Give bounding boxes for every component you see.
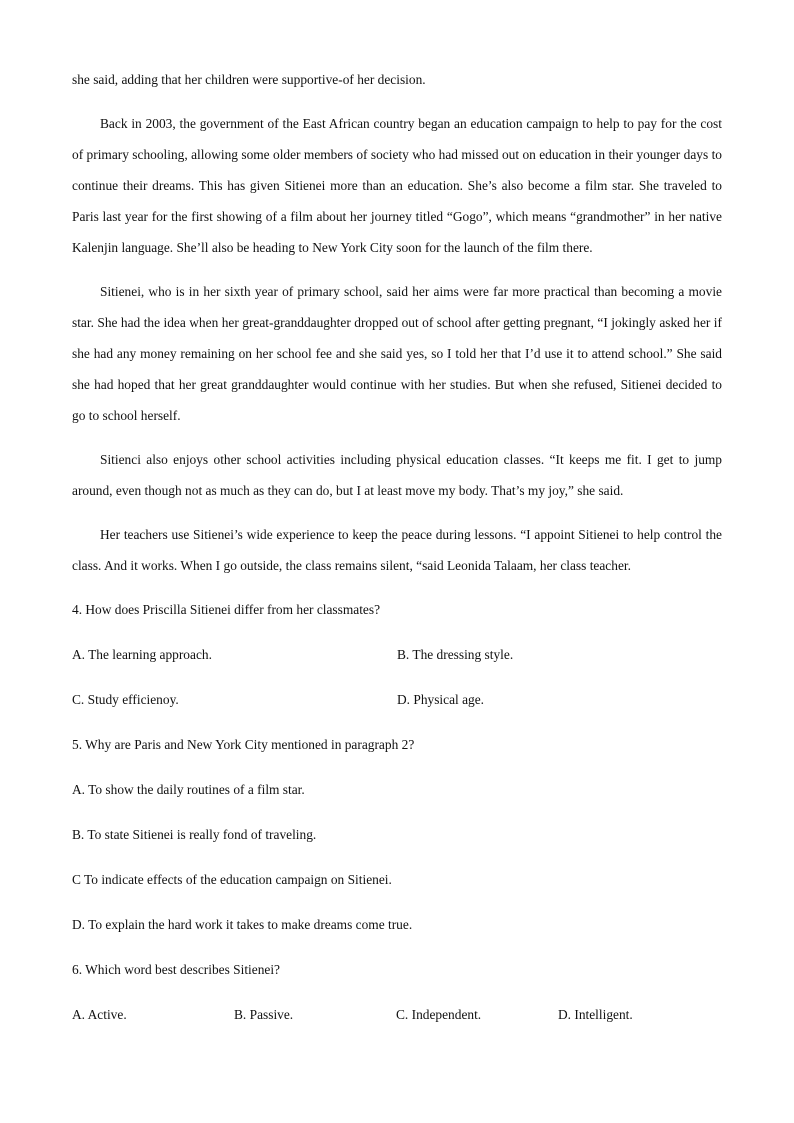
question-5-option-d: D. To explain the hard work it takes to make dreams come true. <box>72 917 413 932</box>
question-6-option-a: A. Active. <box>72 1007 127 1022</box>
passage-paragraph-3: Sitienci also enjoys other school activities including physical education classes. “It keeps me fit. I get to jump around, even though not as much as they can do, but I at least move my body. That’s my joy,” she said. <box>72 452 722 498</box>
question-6-option-c: C. Independent. <box>396 1007 482 1022</box>
question-6-option-d: D. Intelligent. <box>558 1007 633 1022</box>
question-4-options-row-1 <box>72 639 722 670</box>
question-5-stem: 5. Why are Paris and New York City mentioned in paragraph 2? <box>72 737 415 752</box>
question-5-option-c: C To indicate effects of the education campaign on Sitienei. <box>72 872 392 887</box>
passage-paragraph-2: Sitienei, who is in her sixth year of primary school, said her aims were far more practical than becoming a movie star. She had the idea when her great-granddaughter dropped out of school after getting pregnant, “I jokingly asked her if she had any money remaining on her school fee and she said yes, so I told her that I’d use it to attend school.” She said she had hoped that her great granddaughter would continue with her studies. But when she refused, Sitienei decided to go to school herself. <box>72 284 722 423</box>
question-4-option-d: D. Physical age. <box>397 692 485 707</box>
question-6-options-row <box>72 999 722 1030</box>
passage-paragraph-0: she said, adding that her children were supportive-of her decision. <box>72 72 426 87</box>
question-4 <box>72 594 722 715</box>
question-4-option-b: B. The dressing style. <box>397 647 514 662</box>
question-6-stem: 6. Which word best describes Sitienei? <box>72 962 280 977</box>
question-4-options-row-2 <box>72 684 722 715</box>
passage-paragraph-4: Her teachers use Sitienei’s wide experience to keep the peace during lessons. “I appoint Sitienei to help control the class. And it works. When I go outside, the class remains silent, “said Leonida Talaam, her class teacher. <box>72 527 722 573</box>
question-5-option-a: A. To show the daily routines of a film star. <box>72 782 305 797</box>
passage-paragraph-1: Back in 2003, the government of the East African country began an education campaign to help to pay for the cost of primary schooling, allowing some older members of society who had missed out on education in their younger days to continue their dreams. This has given Sitienei more than an education. She’s also become a film star. She traveled to Paris last year for the first showing of a film about her journey titled “Gogo”, which means “grandmother” in her native Kalenjin language. She’ll also be heading to New York City soon for the launch of the film there. <box>72 116 722 255</box>
document-page <box>72 64 722 1044</box>
question-4-option-a: A. The learning approach. <box>72 647 212 662</box>
question-5 <box>72 729 722 940</box>
question-4-option-c: C. Study efficienoy. <box>72 692 179 707</box>
question-6 <box>72 954 722 1030</box>
question-6-option-b: B. Passive. <box>234 1007 294 1022</box>
question-5-option-b: B. To state Sitienei is really fond of traveling. <box>72 827 317 842</box>
question-4-stem: 4. How does Priscilla Sitienei differ from her classmates? <box>72 602 381 617</box>
